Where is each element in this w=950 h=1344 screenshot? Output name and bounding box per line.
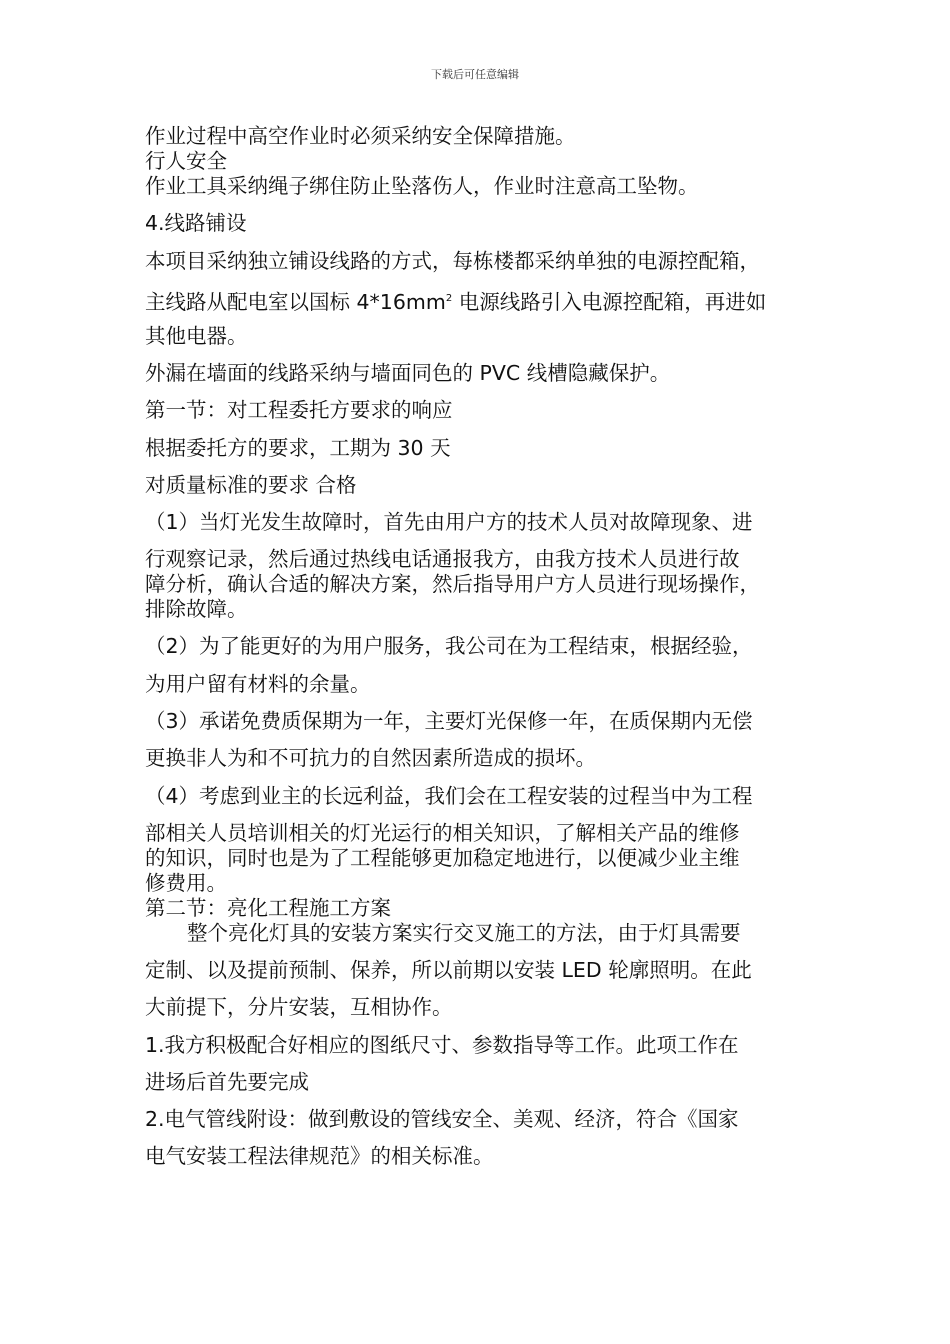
text-line: 行人安全 <box>145 149 227 173</box>
text-line: 定制、以及提前预制、保养，所以前期以安装 LED 轮廓照明。在此 <box>145 958 752 982</box>
text-line: 为用户留有材料的余量。 <box>145 672 371 696</box>
superscript: 2 <box>445 293 453 304</box>
text-line: 2.电气管线附设：做到敷设的管线安全、美观、经济，符合《国家 <box>145 1107 739 1131</box>
text-line: 进场后首先要完成 <box>145 1070 309 1094</box>
text-line: （3）承诺免费质保期为一年，主要灯光保修一年，在质保期内无偿 <box>145 709 753 733</box>
text-line: 作业过程中高空作业时必须采纳安全保障措施。 <box>145 124 576 148</box>
text-line: （1）当灯光发生故障时，首先由用户方的技术人员对故障现象、进 <box>145 510 753 534</box>
text-line: 对质量标准的要求 合格 <box>145 473 357 497</box>
section-heading: 第二节：亮化工程施工方案 <box>145 896 391 920</box>
text-segment: 主线路从配电室以国标 4*16mm <box>145 290 446 314</box>
text-line: 行观察记录，然后通过热线电话通报我方，由我方技术人员进行故 <box>145 547 740 571</box>
section-heading: 4.线路铺设 <box>145 211 247 235</box>
section-heading: 第一节：对工程委托方要求的响应 <box>145 398 453 422</box>
text-line: 障分析，确认合适的解决方案，然后指导用户方人员进行现场操作， <box>145 572 760 596</box>
text-line: 1.我方积极配合好相应的图纸尺寸、参数指导等工作。此项工作在 <box>145 1033 739 1057</box>
text-line: 部相关人员培训相关的灯光运行的相关知识，了解相关产品的维修 <box>145 821 740 845</box>
text-line: 电气安装工程法律规范》的相关标准。 <box>145 1144 494 1168</box>
text-line: 外漏在墙面的线路采纳与墙面同色的 PVC 线槽隐藏保护。 <box>145 361 671 385</box>
text-line: 根据委托方的要求，工期为 30 天 <box>145 436 451 460</box>
text-line: 大前提下，分片安装，互相协作。 <box>145 995 453 1019</box>
text-line: 排除故障。 <box>145 597 248 621</box>
text-line: 更换非人为和不可抗力的自然因素所造成的损坏。 <box>145 746 596 770</box>
text-line <box>145 287 766 314</box>
text-line: 本项目采纳独立铺设线路的方式，每栋楼都采纳单独的电源控配箱， <box>145 249 760 273</box>
text-segment: 电源线路引入电源控配箱，再进如 <box>452 290 767 314</box>
text-line: 作业工具采纳绳子绑住防止坠落伤人，作业时注意高工坠物。 <box>145 174 699 198</box>
text-line: 整个亮化灯具的安装方案实行交叉施工的方法，由于灯具需要 <box>187 921 741 945</box>
text-line: 的知识，同时也是为了工程能够更加稳定地进行，以便减少业主维 <box>145 846 740 870</box>
page-header: 下载后可任意编辑 <box>431 68 519 81</box>
text-line: （2）为了能更好的为用户服务，我公司在为工程结束，根据经验， <box>145 634 753 658</box>
text-line: （4）考虑到业主的长远利益，我们会在工程安装的过程当中为工程 <box>145 784 753 808</box>
text-line: 修费用。 <box>145 871 227 895</box>
text-line: 其他电器。 <box>145 324 248 348</box>
